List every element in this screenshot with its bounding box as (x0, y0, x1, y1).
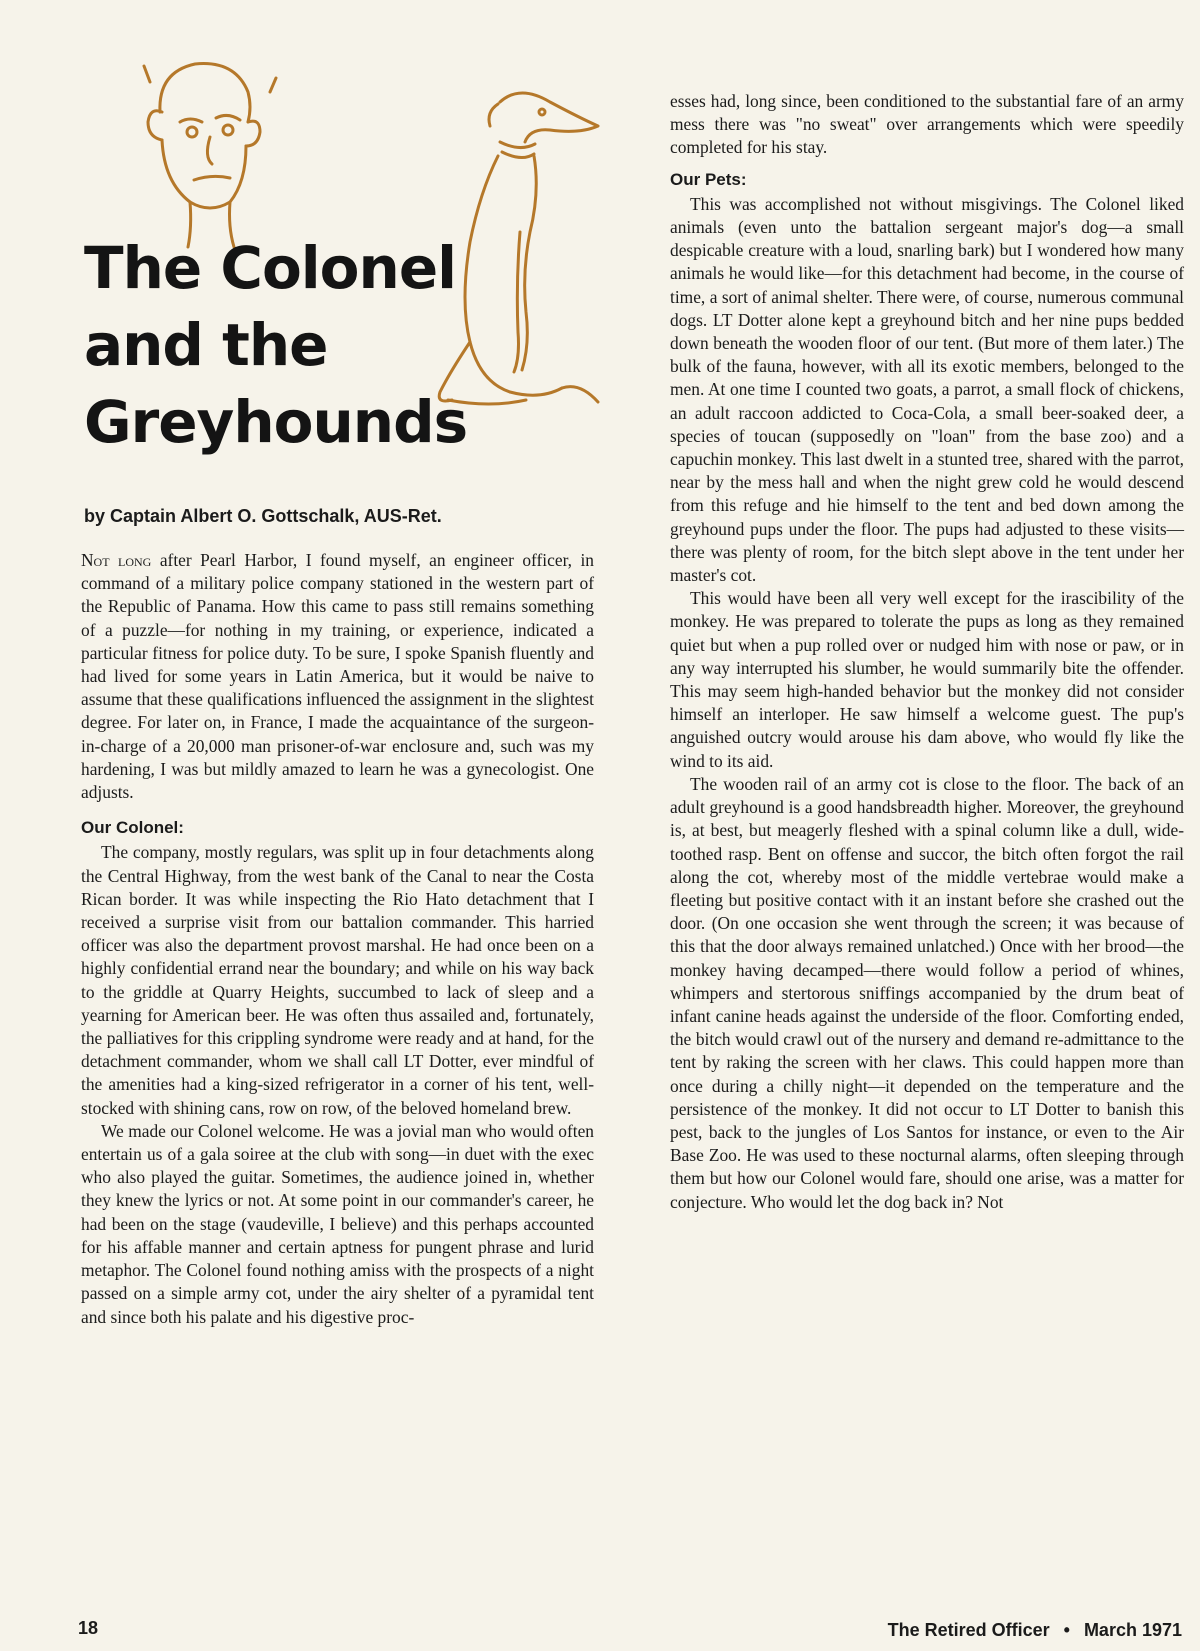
pets-paragraph-1: This was accomplished not without misgivings. The Colonel liked animals (even unto the battalion sergeant major's dog—a small despicable creature with a loud, snarling bark) but I wondered how many animals he would like—for this detachment had become, in the course of time, a sort of animal shelter. There were, of course, numerous communal dogs. LT Dotter alone kept a greyhound bitch and her nine pups bedded down beneath the wooden floor of our tent. (But more of them later.) The bulk of the fauna, however, with all its exotic members, belonged to the men. At one time I counted two goats, a parrot, a small flock of chickens, an adult raccoon addicted to Coca-Cola, a small beer-soaked deer, a species of toucan (supposedly on "loan" from the base zoo) and a capuchin monkey. This last dwelt in a stunted tree, shared with the parrot, near by the mess hall and when the night grew cold he would descend from this refuge and hie himself to the tent and bed down among the greyhound pups under the floor. The pups had adjusted to these visits—there was plenty of room, for the bitch slept above in the tent under her master's cot. (670, 193, 1184, 586)
colonel-paragraph-2: We made our Colonel welcome. He was a jovial man who would often entertain us of a gala soiree at the club with song—in duet with the exec who also played the guitar. Sometimes, the audience joined in, whether they knew the lyrics or not. At some point in our commander's career, he had been on the stage (vaudeville, I believe) and this perhaps accounted for his affable manner and certain aptness for pungent phrase and lurid metaphor. The Colonel found nothing amiss with the prospects of a night passed on a simple army cot, under the airy shelter of a pyramidal tent and since both his palate and his digestive proc- (81, 1120, 594, 1327)
footer-separator: • (1063, 1620, 1070, 1640)
publication-name: The Retired Officer (887, 1620, 1050, 1640)
page-number: 18 (78, 1618, 99, 1638)
intro-lead: Not long (81, 550, 152, 570)
section-heading-colonel: Our Colonel: (81, 818, 184, 838)
intro-paragraph (81, 549, 594, 804)
colonel-caricature-illustration (120, 52, 290, 252)
running-footer (888, 1620, 1182, 1641)
article-title (84, 230, 468, 461)
title-line: Greyhounds (84, 388, 468, 456)
colonel-paragraph-1: The company, mostly regulars, was split up in four detachments along the Central Highway, from the west bank of the Canal to near the Costa Rican border. It was while inspecting the Rio Hato detachment that I received a surprise visit from our battalion commander. This harried officer was also the department provost marshal. He had once been on a highly confidential errand near the boundary; and while on his way back to the griddle at Quarry Heights, succumbed to lack of sleep and a yearning for American beer. He was often thus assailed and, fortunately, the palliatives for this crippling syndrome were ready and at hand, for the detachment commander, whom we shall call LT Dotter, ever mindful of the amenities had a king-sized refrigerator in a corner of his tent, well-stocked with shining cans, row on row, of the beloved homeland brew. (81, 842, 594, 1118)
right-column (670, 90, 1184, 1214)
byline: by Captain Albert O. Gottschalk, AUS-Ret. (84, 506, 442, 526)
section-heading-pets: Our Pets: (670, 169, 747, 189)
title-line: The Colonel (84, 234, 457, 302)
pets-paragraph-3: The wooden rail of an army cot is close to the floor. The back of an adult greyhound is a good handsbreadth higher. Moreover, the greyhound is, at best, but meagerly fleshed with a spinal column like a dull, wide-toothed rasp. Bent on offense and succor, the bitch often forgot the rail along the cot, whereby most of the middle vertebrae would make a fleeting but positive contact with it an instant before she crashed out the door. (On one occasion she went through the screen; it was because of this that the door always remained unlatched.) Once with her brood—the monkey having decamped—there would follow a period of whines, whimpers and stertorous sniffings accompanied by the drum beat of infant canine heads against the underside of the floor. Comforting ended, the bitch would crawl out of the nursery and demand re-admittance to the tent by raking the screen with her claws. This could happen more than once during a chilly night—it depended on the temperature and the persistence of the monkey. It did not occur to LT Dotter to banish this pest, back to the jungles of Los Santos for instance, or even to the Air Base Zoo. He was used to these nocturnal alarms, often sleeping through them but how our Colonel would fare, should one arise, was a matter for conjecture. Who would let the dog back in? Not (670, 773, 1184, 1212)
continuation-paragraph: esses had, long since, been conditioned to the substantial fare of an army mess there was "no sweat" over arrangements which were speedily completed for his stay. (670, 91, 1184, 158)
issue-date: March 1971 (1083, 1620, 1182, 1640)
pets-paragraph-2: This would have been all very well except for the irascibility of the monkey. He was prepared to tolerate the pups as long as they remained quiet but when a pup rolled over or nudged him with nose or paw, or in any way interrupted his slumber, he would summarily bite the offender. This may seem high-handed behavior but the monkey did not consider himself an interloper. He saw himself a welcome guest. The pup's anguished outcry would arouse his dam above, who would fly like the wind to its aid. (670, 588, 1184, 771)
intro-rest: after Pearl Harbor, I found myself, an engineer officer, in command of a military police company stationed in the western part of the Republic of Panama. How this came to pass still remains something of a puzzle—for nothing in my training, or experience, indicated a particular fitness for police duty. To be sure, I spoke Spanish fluently and had lived for some years in Latin America, but it would be naive to assume that these qualifications influenced the assignment in the slightest degree. For later on, in France, I made the acquaintance of the surgeon-in-charge of a 20,000 man prisoner-of-war enclosure and, such was my hardening, I was but mildly amazed to learn he was a gynecologist. One adjusts. (81, 550, 594, 803)
title-line: and the (84, 311, 328, 379)
left-column (81, 549, 594, 1329)
